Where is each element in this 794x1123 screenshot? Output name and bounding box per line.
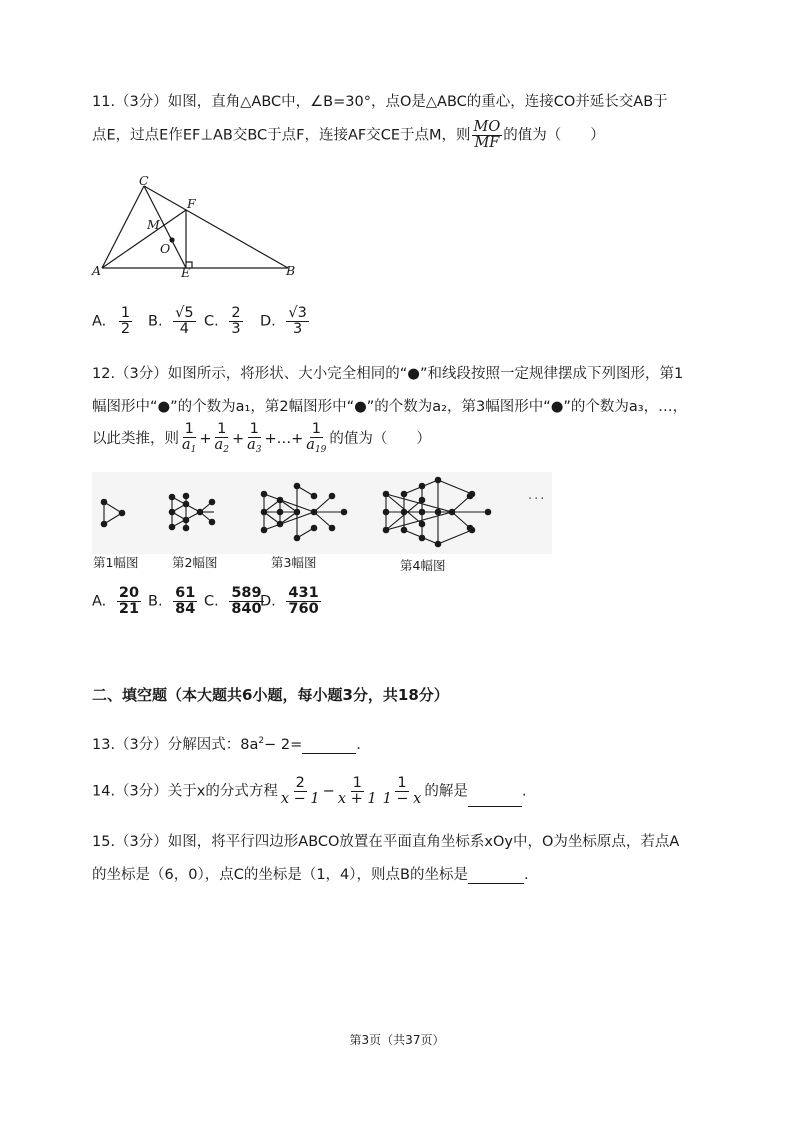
q11-triangle-figure bbox=[90, 172, 310, 284]
option-numerator: 20 bbox=[118, 585, 140, 601]
sum-term-subscript: 2 bbox=[223, 445, 229, 456]
q11-ratio-numerator: MO bbox=[473, 119, 501, 135]
q12-more-ellipsis: ··· bbox=[528, 492, 547, 507]
sum-term-subscript: 3 bbox=[255, 445, 262, 456]
option-numerator: √3 bbox=[288, 305, 307, 321]
label-B: B bbox=[286, 263, 296, 278]
q11-line2-end: 的值为（ ） bbox=[503, 127, 605, 144]
q12-caption-2: 第2幅图 bbox=[172, 555, 218, 570]
q11-line2-text: 点E，过点E作EF⊥AB交BC于点F，连接AF交CE于点M，则 bbox=[92, 127, 471, 144]
sum-term-numerator: 1 bbox=[184, 421, 194, 437]
q11-ratio-fraction bbox=[472, 120, 503, 151]
option-letter: B. bbox=[148, 593, 163, 610]
q12-option-b bbox=[148, 586, 198, 617]
q13-period: . bbox=[356, 737, 361, 753]
q11-option-b bbox=[148, 306, 197, 337]
sum-term-numerator: 1 bbox=[311, 421, 321, 437]
equation-denominator: x + 1 bbox=[337, 791, 377, 808]
q11-option-c bbox=[204, 306, 244, 337]
option-numerator: 589 bbox=[231, 585, 262, 601]
option-denominator: 2 bbox=[120, 321, 131, 338]
page-number-footer: 第3页（共37页） bbox=[349, 1033, 445, 1047]
q11-option-d bbox=[260, 306, 310, 337]
option-letter: C. bbox=[204, 313, 219, 330]
option-denominator: 3 bbox=[293, 321, 303, 338]
equation-denominator: x − 1 bbox=[280, 791, 320, 808]
q13-answer-blank[interactable] bbox=[302, 737, 356, 754]
q15-period: . bbox=[523, 867, 529, 883]
q13-line bbox=[92, 733, 361, 754]
ellipsis-plus: +…+ bbox=[264, 430, 304, 447]
q12-pattern-figures bbox=[92, 472, 552, 554]
option-denominator: 840 bbox=[231, 601, 262, 618]
option-numerator: 1 bbox=[120, 305, 131, 321]
segment-AC bbox=[102, 186, 144, 268]
q13-expression-end: − 2= bbox=[264, 737, 303, 753]
equation-numerator: 2 bbox=[295, 775, 305, 791]
q11-option-a bbox=[92, 306, 133, 337]
option-denominator: 760 bbox=[288, 601, 319, 618]
q14-text-end: 的解是 bbox=[424, 783, 468, 800]
q12-caption-1: 第1幅图 bbox=[93, 555, 139, 570]
q12-option-c bbox=[204, 586, 265, 617]
q15-line1: 15.（3分）如图，将平行四边形ABCO放置在平面直角坐标系xOy中，O为坐标原点，若点A bbox=[92, 834, 680, 850]
option-letter: A. bbox=[92, 313, 107, 330]
option-letter: D. bbox=[260, 593, 276, 610]
sum-term-numerator: 1 bbox=[217, 421, 227, 437]
sum-term-denominator: a bbox=[306, 437, 315, 454]
option-letter: C. bbox=[204, 593, 219, 610]
q11-line1: 11.（3分）如图，直角△ABC中，∠B=30°，点O是△ABC的重心，连接CO并延长交AB于 bbox=[92, 94, 668, 110]
sum-term-denominator: a bbox=[247, 437, 256, 454]
option-denominator: 4 bbox=[179, 321, 190, 338]
label-O: O bbox=[160, 241, 171, 256]
equation-numerator: 1 bbox=[397, 775, 407, 791]
minus-sign: − bbox=[322, 783, 335, 800]
q15-text: 的坐标是（6，0），点C的坐标是（1，4），则点B的坐标是 bbox=[92, 867, 468, 883]
q12-caption-3: 第3幅图 bbox=[271, 555, 317, 570]
option-letter: D. bbox=[260, 313, 276, 330]
q12-option-a bbox=[92, 586, 142, 617]
q12-caption-4: 第4幅图 bbox=[400, 558, 446, 573]
option-denominator: 21 bbox=[118, 601, 140, 618]
q11-line2 bbox=[92, 120, 605, 151]
label-A: A bbox=[92, 263, 102, 278]
q15-line2 bbox=[92, 863, 529, 884]
q15-answer-blank[interactable] bbox=[468, 867, 524, 884]
sum-term-denominator: a bbox=[214, 437, 224, 454]
option-numerator: 2 bbox=[231, 305, 241, 321]
label-M: M bbox=[147, 217, 160, 232]
plus-sign: + bbox=[231, 430, 245, 447]
equation-denominator: 1 − x bbox=[382, 791, 422, 808]
q12-line3-end: 的值为（ ） bbox=[329, 430, 431, 447]
label-F: F bbox=[187, 196, 196, 211]
equation-numerator: 1 bbox=[352, 775, 362, 791]
q14-period: . bbox=[521, 783, 527, 800]
q12-line1: 12.（3分）如图所示，将形状、大小完全相同的“●”和线段按照一定规律摆成下列图形，第1 bbox=[92, 366, 684, 382]
q13-exponent: 2 bbox=[258, 736, 265, 746]
sum-term-subscript: 19 bbox=[314, 445, 327, 456]
option-letter: B. bbox=[148, 313, 163, 330]
section-2-title: 二、填空题（本大题共6小题，每小题3分，共18分） bbox=[92, 686, 449, 704]
sum-term-numerator: 1 bbox=[249, 421, 259, 437]
option-numerator: 61 bbox=[175, 585, 196, 601]
q12-line2: 幅图形中“●”的个数为a₁，第2幅图形中“●”的个数为a₂，第3幅图形中“●”的个数为a₃，…， bbox=[92, 399, 688, 415]
q12-line3 bbox=[92, 422, 431, 456]
option-denominator: 84 bbox=[175, 601, 196, 618]
option-denominator: 3 bbox=[231, 321, 241, 338]
sum-term-denominator: a bbox=[182, 437, 191, 454]
sum-term-subscript: 1 bbox=[190, 445, 197, 456]
option-numerator: 431 bbox=[288, 585, 319, 601]
q14-line bbox=[92, 776, 526, 807]
label-E: E bbox=[181, 265, 191, 280]
option-letter: A. bbox=[92, 593, 107, 610]
plus-sign: + bbox=[199, 430, 212, 447]
q12-option-d bbox=[260, 586, 322, 617]
q14-answer-blank[interactable] bbox=[468, 790, 522, 807]
label-C: C bbox=[139, 173, 149, 188]
q11-ratio-denominator: MF bbox=[474, 135, 500, 152]
q12-line3-text: 以此类推，则 bbox=[92, 430, 179, 447]
q13-text: 13.（3分）分解因式：8a bbox=[92, 737, 259, 753]
q14-text: 14.（3分）关于x的分式方程 bbox=[92, 783, 278, 800]
option-numerator: √5 bbox=[175, 305, 194, 321]
